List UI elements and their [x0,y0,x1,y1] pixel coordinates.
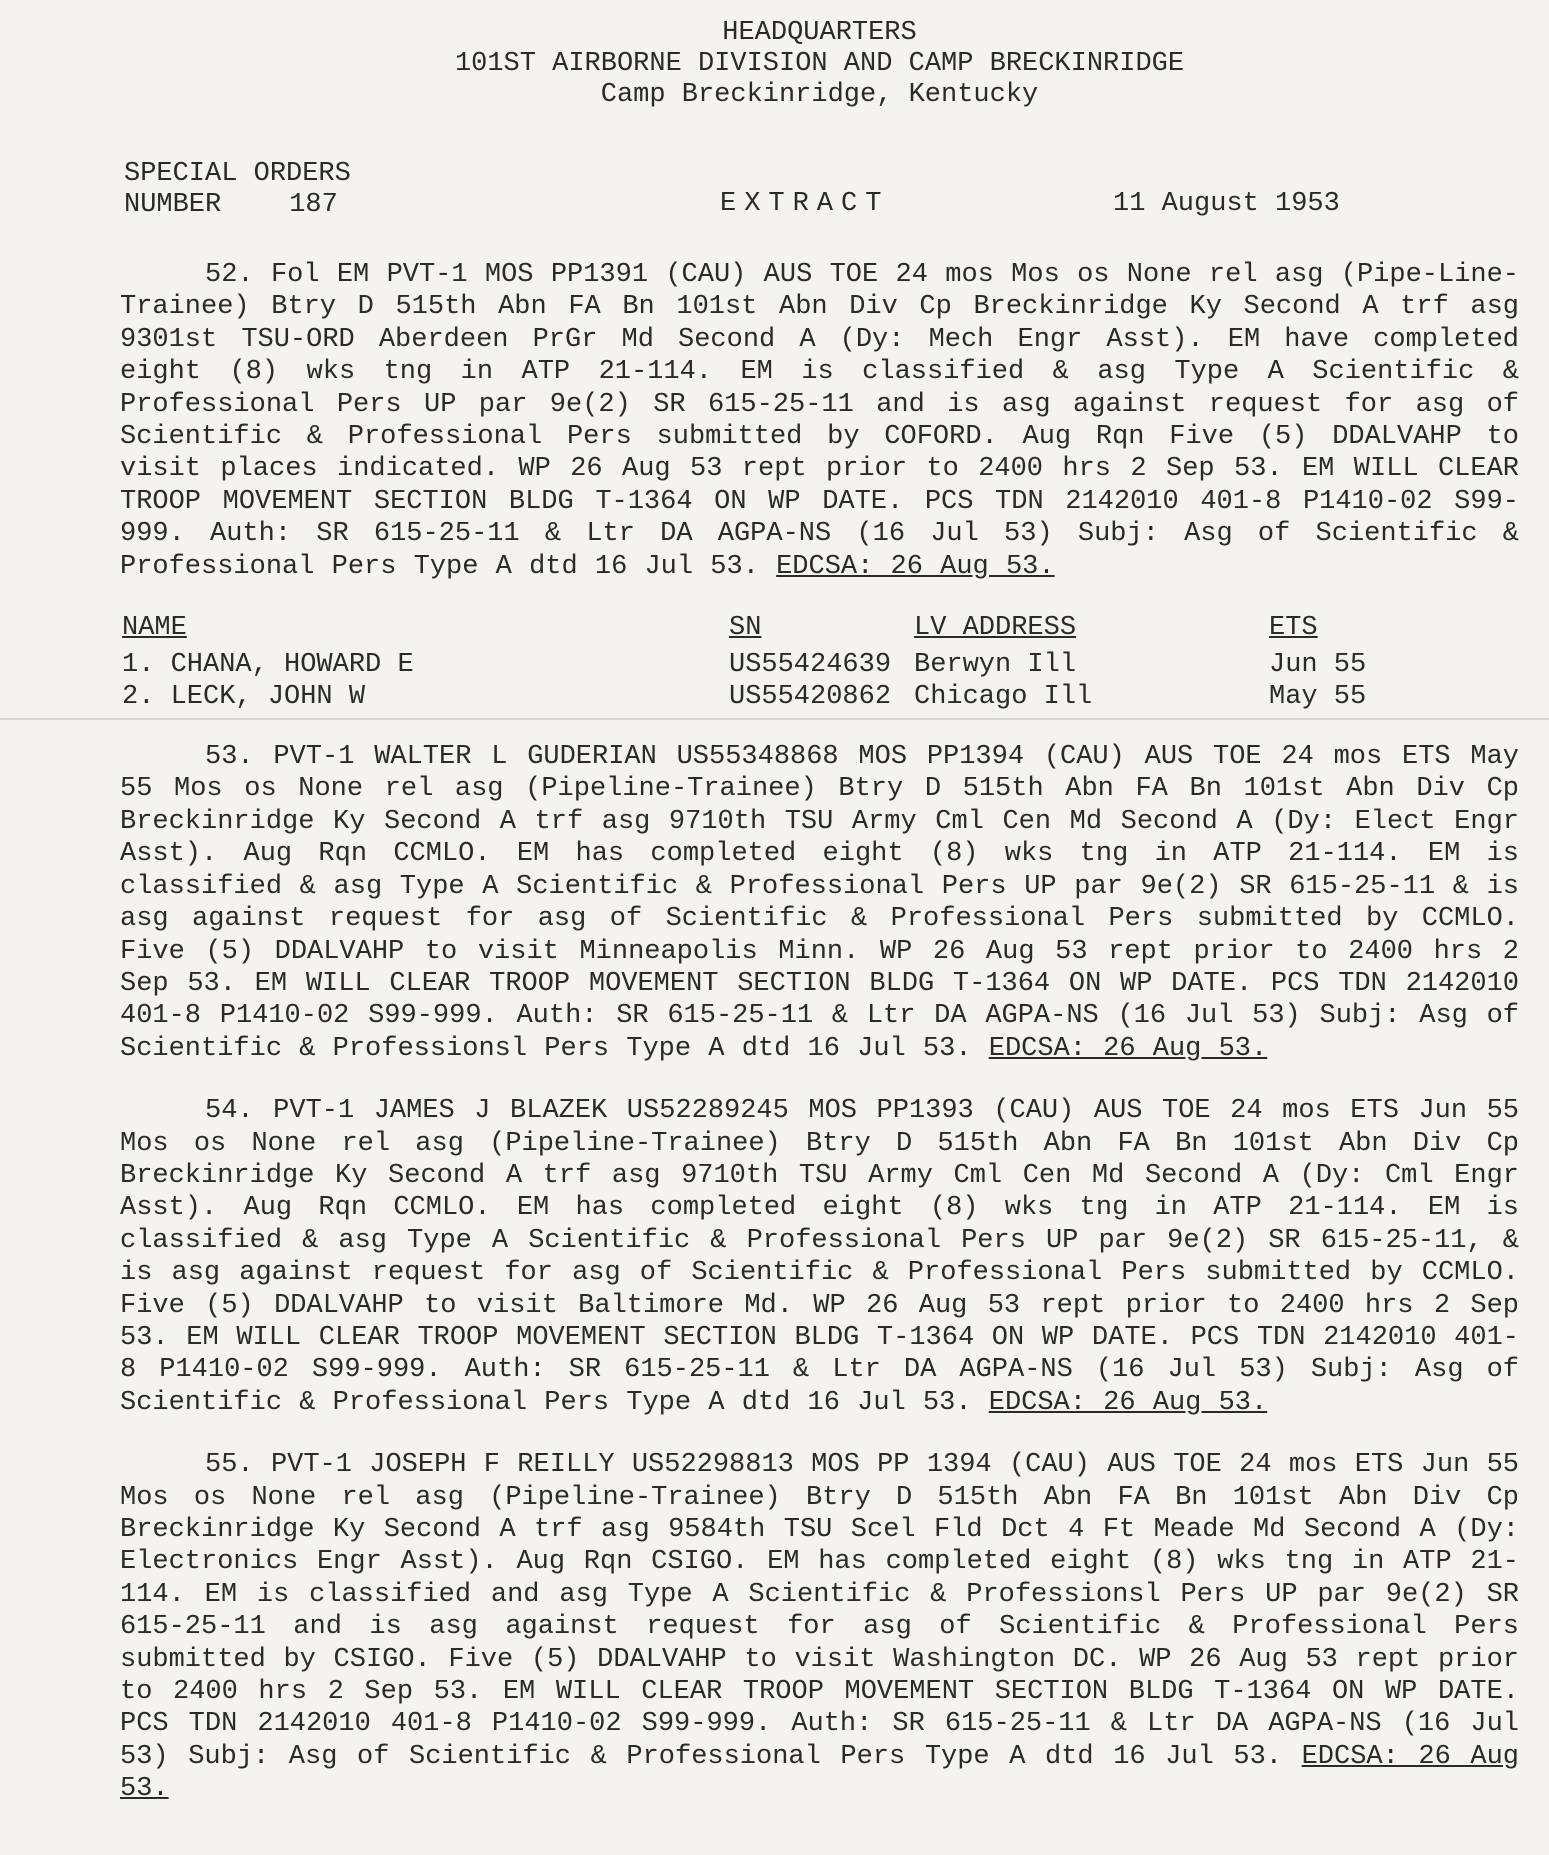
letterhead-division: 101ST AIRBORNE DIVISION AND CAMP BRECKINRIDGE [454,49,1185,79]
letterhead [120,18,1519,111]
row-sn: US55424639 [729,650,892,681]
table-row [122,649,1389,681]
special-orders-label: SPECIAL ORDERS [124,159,351,189]
edcsa-date: EDCSA: 26 Aug 53. [776,551,1055,582]
paragraph-number: 52. [205,260,254,290]
paragraph-body: PVT-1 JAMES J BLAZEK US52289245 MOS PP1393 (CAU) AUS TOE 24 mos ETS Jun 55 Mos os None rel asg (Pipeline-Trainee) Btry D 515th Abn FA Bn 101st Abn Div Cp Breckinridge Ky Second A trf asg 9710th TSU Army Cml Cen Md Second A (Dy: Cml Engr Asst). Aug Rqn CCMLO. EM has completed eight (8) wks tng in ATP 21-114. EM is classified & asg Type A Scientific & Professional Pers UP par 9e(2) SR 615-25-11, & is asg against request for asg of Scientific & Professional Pers submitted by CCMLO. Five (5) DDALVAHP to visit Baltimore Md. WP 26 Aug 53 rept prior to 2400 hrs 2 Sep 53. EM WILL CLEAR TROOP MOVEMENT SECTION BLDG T-1364 ON WP DATE. PCS TDN 2142010 401-8 P1410-02 S99-999. Auth: SR 615-25-11 & Ltr DA AGPA-NS (16 Jul 53) Subj: Asg of Scientific & Professional Pers Type A dtd 16 Jul 53. [120,1096,1520,1418]
paragraph-number: 53. [205,742,254,773]
col-header-sn: SN [729,613,762,644]
paragraph-body: PVT-1 WALTER L GUDERIAN US55348868 MOS PP1394 (CAU) AUS TOE 24 mos ETS May 55 Mos os None rel asg (Pipeline-Trainee) Btry D 515th Abn FA Bn 101st Abn Div Cp Breckinridge Ky Second A trf asg 9710th TSU Army Cml Cen Md Second A (Dy: Elect Engr Asst). Aug Rqn CCMLO. EM has completed eight (8) wks tng in ATP 21-114. EM is classified & asg Type A Scientific & Professional Pers UP par 9e(2) SR 615-25-11 & is asg against request for asg of Scientific & Professional Pers submitted by CCMLO. Five (5) DDALVAHP to visit Minneapolis Minn. WP 26 Aug 53 rept prior to 2400 hrs 2 Sep 53. EM WILL CLEAR TROOP MOVEMENT SECTION BLDG T-1364 ON WP DATE. PCS TDN 2142010 401-8 P1410-02 S99-999. Auth: SR 615-25-11 & Ltr DA AGPA-NS (16 Jul 53) Subj: Asg of Scientific & Professionsl Pers Type A dtd 16 Jul 53. [120,742,1520,1064]
edcsa-date: EDCSA: 26 Aug 53. [988,1387,1268,1418]
row-address: Berwyn Ill [914,650,1077,681]
col-header-name: NAME [122,613,187,644]
col-header-ets: ETS [1269,613,1318,644]
table-row [122,681,1389,713]
paragraph-number: 55. [205,1450,254,1481]
letterhead-headquarters: HEADQUARTERS [722,18,917,48]
paragraph-52 [120,259,1519,583]
paragraph-body: PVT-1 JOSEPH F REILLY US52298813 MOS PP 1394 (CAU) AUS TOE 24 mos ETS Jun 55 Mos os None rel asg (Pipeline-Trainee) Btry D 515th Abn FA Bn 101st Abn Div Cp Breckinridge Ky Second A trf asg 9584th TSU Scel Fld Dct 4 Ft Meade Md Second A (Dy: Electronics Engr Asst). Aug Rqn CSIGO. EM has completed eight (8) wks tng in ATP 21-114. EM is classified and asg Type A Scientific & Professionsl Pers UP par 9e(2) SR 615-25-11 and is asg against request for asg of Scientific & Professional Pers submitted by CSIGO. Five (5) DDALVAHP to visit Washington DC. WP 26 Aug 53 rept prior to 2400 hrs 2 Sep 53. EM WILL CLEAR TROOP MOVEMENT SECTION BLDG T-1364 ON WP DATE. PCS TDN 2142010 401-8 P1410-02 S99-999. Auth: SR 615-25-11 & Ltr DA AGPA-NS (16 Jul 53) Subj: Asg of Scientific & Professional Pers Type A dtd 16 Jul 53. [120,1450,1520,1772]
order-meta [120,159,1519,241]
paragraph-number: 54. [205,1096,254,1127]
paragraph-53 [120,741,1519,1065]
order-date: 11 August 1953 [1113,189,1340,219]
roster-header-row [122,613,1389,649]
order-number-label: NUMBER [124,190,222,220]
paragraph-55 [120,1449,1519,1805]
row-name: 2. LECK, JOHN W [122,682,366,713]
extract-label: EXTRACT [720,189,890,219]
paragraph-body: Fol EM PVT-1 MOS PP1391 (CAU) AUS TOE 24 mos Mos os None rel asg (Pipe-Line-Trainee) Btry D 515th Abn FA Bn 101st Abn Div Cp Breckinridge Ky Second A trf asg 9301st TSU-ORD Aberdeen PrGr Md Second A (Dy: Mech Engr Asst). EM have completed eight (8) wks tng in ATP 21-114. EM is classified & asg Type A Scientific & Professional Pers UP par 9e(2) SR 615-25-11 and is asg against request for asg of Scientific & Professional Pers submitted by COFORD. Aug Rqn Five (5) DDALVAHP to visit places indicated. WP 26 Aug 53 rept prior to 2400 hrs 2 Sep 53. EM WILL CLEAR TROOP MOVEMENT SECTION BLDG T-1364 ON WP DATE. PCS TDN 2142010 401-8 P1410-02 S99-999. Auth: SR 615-25-11 & Ltr DA AGPA-NS (16 Jul 53) Subj: Asg of Scientific & Professional Pers Type A dtd 16 Jul 53. [120,260,1520,582]
paper-fold-line [0,718,1549,720]
row-ets: Jun 55 [1269,650,1367,681]
letterhead-location: Camp Breckinridge, Kentucky [600,80,1039,110]
row-name: 1. CHANA, HOWARD E [122,650,414,681]
roster-table [122,613,1389,713]
edcsa-date: EDCSA: 26 Aug 53. [120,1741,1519,1805]
order-number-line [124,190,338,221]
order-number: 187 [289,190,338,220]
row-address: Chicago Ill [914,682,1093,713]
paragraph-54 [120,1095,1519,1419]
row-sn: US55420862 [729,682,892,713]
edcsa-date: EDCSA: 26 Aug 53. [988,1033,1268,1064]
row-ets: May 55 [1269,682,1367,713]
col-header-address: LV ADDRESS [914,613,1077,644]
